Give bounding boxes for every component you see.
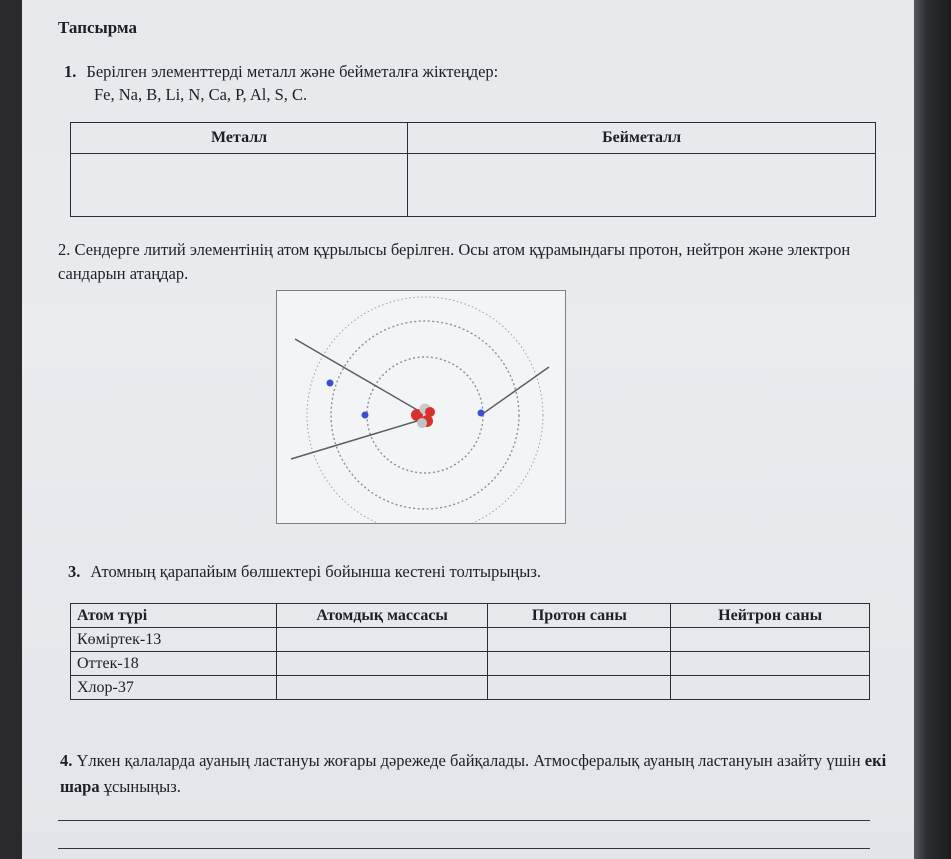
question-3-text: Атомның қарапайым бөлшектері бойынша кестені толтырыңыз. xyxy=(90,562,541,581)
header-neutron-count: Нейтрон саны xyxy=(671,604,870,628)
question-3-number: 3. xyxy=(68,562,81,581)
table-row xyxy=(71,652,870,676)
table-row xyxy=(71,676,870,700)
question-4-text-start: Үлкен қалаларда ауаның ластануы жоғары дәрежеде байқалады. Атмосфералық ауаның ластануын азайту үшін xyxy=(72,751,865,770)
header-atomic-mass: Атомдық массасы xyxy=(276,604,488,628)
metal-nonmetal-table xyxy=(70,122,876,217)
header-metal: Металл xyxy=(71,123,408,154)
table-row xyxy=(71,628,870,652)
question-1-elements: Fe, Na, B, Li, N, Ca, P, Al, S, C. xyxy=(94,85,308,104)
header-atom-type: Атом түрі xyxy=(71,604,277,628)
orbit-2 xyxy=(331,321,519,509)
header-proton-count: Протон саны xyxy=(488,604,671,628)
particles-table xyxy=(70,603,870,700)
electron xyxy=(362,412,369,419)
page-title: Тапсырма xyxy=(58,18,137,37)
question-2: 2. Сендерге литий элементінің атом құрылысы берілген. Осы атом құрамындағы протон, нейтрон және электрон сандарын атаңдар. xyxy=(58,240,851,283)
question-4-number: 4. xyxy=(60,751,73,770)
row-label: Оттек-18 xyxy=(71,652,277,676)
answer-cell[interactable] xyxy=(671,652,870,676)
question-1-text: Берілген элементтерді металл және бейметалға жіктеңдер: xyxy=(86,62,499,81)
answer-line-2[interactable] xyxy=(58,848,870,849)
question-1 xyxy=(64,60,498,106)
row-label: Хлор-37 xyxy=(71,676,277,700)
answer-cell[interactable] xyxy=(671,628,870,652)
atom-svg xyxy=(277,291,565,523)
nonmetal-answer-cell[interactable] xyxy=(408,154,876,217)
answer-line-1[interactable] xyxy=(58,820,870,821)
answer-cell[interactable] xyxy=(276,676,488,700)
page-edge-shadow xyxy=(914,0,951,859)
answer-cell[interactable] xyxy=(276,628,488,652)
answer-cell[interactable] xyxy=(488,676,671,700)
question-1-number: 1. xyxy=(64,62,77,81)
orbit-1 xyxy=(367,357,483,473)
answer-cell[interactable] xyxy=(276,652,488,676)
answer-cell[interactable] xyxy=(488,628,671,652)
neutron-particle xyxy=(417,418,427,428)
question-3 xyxy=(68,562,541,582)
question-4 xyxy=(60,748,890,800)
header-nonmetal: Бейметалл xyxy=(408,123,876,154)
question-4-bold: екі шара xyxy=(60,751,887,796)
question-4-text-end: ұсыныңыз. xyxy=(99,777,181,796)
answer-cell[interactable] xyxy=(488,652,671,676)
proton-particle xyxy=(425,407,435,417)
pointer-line-3 xyxy=(481,367,549,415)
electron xyxy=(478,410,485,417)
row-label: Көміртек-13 xyxy=(71,628,277,652)
answer-cell[interactable] xyxy=(671,676,870,700)
pointer-line-1 xyxy=(295,339,419,411)
electron xyxy=(327,380,334,387)
metal-answer-cell[interactable] xyxy=(71,154,408,217)
lithium-atom-diagram xyxy=(276,290,566,524)
